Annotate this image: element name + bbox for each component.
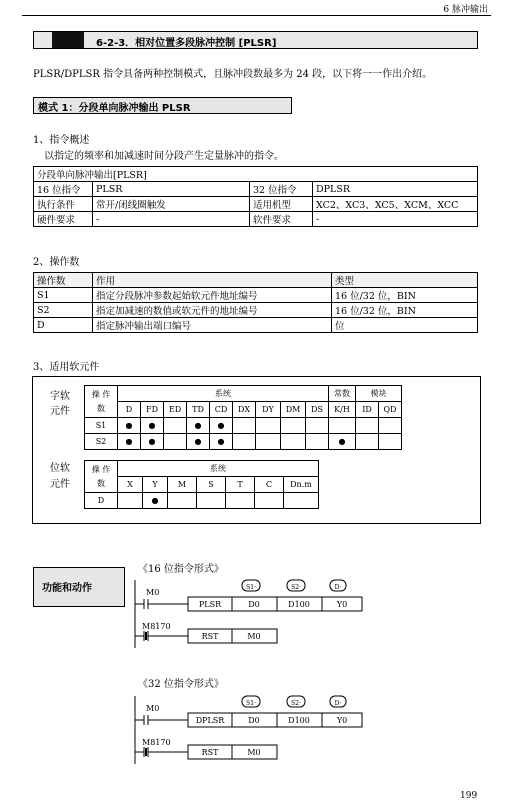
cell: 执行条件 — [34, 197, 93, 212]
section-title-bar — [33, 31, 478, 49]
cell: 常开/闭线圈触发 — [93, 197, 250, 212]
section-title: 6-2-3．相对位置多段脉冲控制 [PLSR] — [96, 38, 277, 49]
empty-cell — [329, 418, 356, 434]
empty-cell — [356, 418, 379, 434]
operands-table — [33, 272, 478, 333]
cell: DPLSR — [313, 182, 478, 197]
dot-mark: ● — [118, 418, 141, 434]
empty-cell — [164, 418, 187, 434]
cell: - — [93, 212, 250, 227]
intro-text: PLSR/DPLSR 指令具备两种控制模式，且脉冲段数最多为 24 段，以下将一一作出介绍。 — [33, 69, 433, 80]
cell: 16 位/32 位，BIN — [332, 303, 478, 318]
col-label: FD — [141, 402, 164, 418]
table-row — [34, 318, 478, 333]
col-label: C — [255, 477, 284, 493]
form16-heading: 《16 位指令形式》 — [138, 564, 224, 575]
operand-tag: S2· — [291, 584, 301, 591]
dot-mark: ● — [187, 418, 210, 434]
table-row — [85, 418, 402, 434]
instruction-name: RST — [201, 632, 219, 641]
system-header: 系统 — [118, 386, 329, 402]
column-header: 作用 — [93, 273, 332, 288]
operand-value: M0 — [247, 632, 261, 641]
ladder-diagram-32 — [130, 694, 370, 766]
empty-cell — [379, 418, 402, 434]
cell: D — [34, 318, 93, 333]
dot-mark: ● — [210, 434, 233, 450]
contact-label: M0 — [146, 704, 160, 713]
contact-label: M8170 — [142, 622, 171, 631]
operand-tag: D· — [334, 584, 342, 591]
col-label: ID — [356, 402, 379, 418]
col-label: QD — [379, 402, 402, 418]
operand-tag: S2· — [291, 700, 301, 707]
contact-label: M0 — [146, 588, 160, 597]
dot-mark: ● — [329, 434, 356, 450]
dot-mark: ● — [143, 493, 168, 509]
overview-desc: 以指定的频率和加减速时间分段产生定量脉冲的指令。 — [44, 151, 284, 162]
cell: - — [313, 212, 478, 227]
form32-heading: 《32 位指令形式》 — [138, 679, 224, 690]
overview-table-title: 分段单向脉冲输出[PLSR] — [34, 167, 478, 182]
operand-value: Y0 — [336, 600, 348, 609]
word-col-row — [85, 402, 402, 418]
word-element-table — [84, 385, 402, 450]
empty-cell — [256, 434, 281, 450]
bit-col-row — [85, 477, 319, 493]
word-element-label: 元件 — [50, 406, 70, 417]
empty-cell — [118, 493, 143, 509]
empty-cell — [168, 493, 197, 509]
table-row — [34, 303, 478, 318]
col-label: DX — [233, 402, 256, 418]
col-label: K/H — [329, 402, 356, 418]
mode-title: 模式 1：分段单向脉冲输出 PLSR — [38, 103, 191, 114]
title-block-marker — [52, 32, 84, 48]
dot-mark: ● — [210, 418, 233, 434]
row-label: S2 — [85, 434, 118, 450]
table-header-row — [34, 273, 478, 288]
cell: PLSR — [93, 182, 250, 197]
col-label: X — [118, 477, 143, 493]
instruction-name: RST — [201, 748, 219, 757]
dot-mark: ● — [141, 434, 164, 450]
page-number: 199 — [460, 791, 478, 801]
function-label: 功能和动作 — [42, 583, 92, 594]
operand-value: D100 — [288, 716, 310, 725]
empty-cell — [281, 434, 306, 450]
empty-cell — [284, 493, 319, 509]
empty-cell — [306, 434, 329, 450]
empty-cell — [379, 434, 402, 450]
table-row — [34, 288, 478, 303]
empty-cell — [306, 418, 329, 434]
empty-cell — [356, 434, 379, 450]
cell: 16 位指令 — [34, 182, 93, 197]
operand-header — [85, 461, 118, 493]
system-header: 系统 — [118, 461, 319, 477]
function-label-box — [33, 567, 125, 607]
table-row — [34, 182, 478, 197]
mode-title-box — [33, 97, 292, 114]
col-label: T — [226, 477, 255, 493]
empty-cell — [164, 434, 187, 450]
cell: 指定分段脉冲参数起始软元件地址编号 — [93, 288, 332, 303]
cell: 位 — [332, 318, 478, 333]
col-label: DY — [256, 402, 281, 418]
table-row — [85, 493, 319, 509]
dot-mark: ● — [141, 418, 164, 434]
instruction-name: DPLSR — [195, 716, 225, 725]
operands-heading: 2、操作数 — [33, 257, 80, 268]
operand-value: Y0 — [336, 716, 348, 725]
bit-element-label: 元件 — [50, 479, 70, 490]
operand-value: D0 — [248, 600, 260, 609]
contact-label: M8170 — [142, 738, 171, 747]
row-label: S1 — [85, 418, 118, 434]
operand-tag: S1· — [246, 700, 256, 707]
soft-heading: 3、适用软元件 — [33, 362, 100, 373]
bit-element-table — [84, 460, 319, 509]
empty-cell — [256, 418, 281, 434]
word-element-label: 字软 — [50, 391, 70, 402]
row-label: D — [85, 493, 118, 509]
chapter-title: 6 脉冲输出 — [443, 5, 488, 15]
bit-element-label: 位软 — [50, 463, 70, 474]
column-header: 类型 — [332, 273, 478, 288]
overview-table — [33, 166, 478, 227]
operand-tag: S1· — [246, 584, 256, 591]
col-label: DS — [306, 402, 329, 418]
empty-cell — [197, 493, 226, 509]
cell: 16 位/32 位，BIN — [332, 288, 478, 303]
cell: 软件要求 — [250, 212, 313, 227]
empty-cell — [255, 493, 284, 509]
col-label: ED — [164, 402, 187, 418]
cell: 硬件要求 — [34, 212, 93, 227]
operand-header-line2: 数 — [97, 403, 105, 413]
cell: S1 — [34, 288, 93, 303]
operand-header-line2: 数 — [97, 478, 105, 488]
cell: 32 位指令 — [250, 182, 313, 197]
empty-cell — [233, 418, 256, 434]
operand-value: M0 — [247, 748, 261, 757]
operand-tag: D· — [334, 700, 342, 707]
cell: 适用机型 — [250, 197, 313, 212]
empty-cell — [226, 493, 255, 509]
col-label: TD — [187, 402, 210, 418]
operand-value: D0 — [248, 716, 260, 725]
table-row — [85, 434, 402, 450]
empty-cell — [233, 434, 256, 450]
empty-cell — [281, 418, 306, 434]
operand-header-line1: 操 作 — [91, 464, 111, 474]
operand-header — [85, 386, 118, 418]
cell: 指定脉冲输出端口编号 — [93, 318, 332, 333]
operand-header-line1: 操 作 — [91, 389, 111, 399]
table-row — [34, 197, 478, 212]
operand-value: D100 — [288, 600, 310, 609]
overview-heading: 1、指令概述 — [33, 135, 90, 146]
col-label: S — [197, 477, 226, 493]
const-header: 常数 — [329, 386, 356, 402]
cell: S2 — [34, 303, 93, 318]
col-label: D — [118, 402, 141, 418]
dot-mark: ● — [187, 434, 210, 450]
dot-mark: ● — [118, 434, 141, 450]
cell: XC2、XC3、XC5、XCM、XCC — [313, 197, 478, 212]
col-label: M — [168, 477, 197, 493]
page-header — [0, 0, 513, 16]
col-label: Y — [143, 477, 168, 493]
column-header: 操作数 — [34, 273, 93, 288]
table-row — [34, 212, 478, 227]
col-label: CD — [210, 402, 233, 418]
cell: 指定加减速的数值或软元件的地址编号 — [93, 303, 332, 318]
ladder-diagram-16 — [130, 578, 370, 650]
module-header: 模块 — [356, 386, 402, 402]
col-label: Dn.m — [284, 477, 319, 493]
col-label: DM — [281, 402, 306, 418]
instruction-name: PLSR — [198, 600, 222, 609]
header-rule — [22, 15, 491, 16]
